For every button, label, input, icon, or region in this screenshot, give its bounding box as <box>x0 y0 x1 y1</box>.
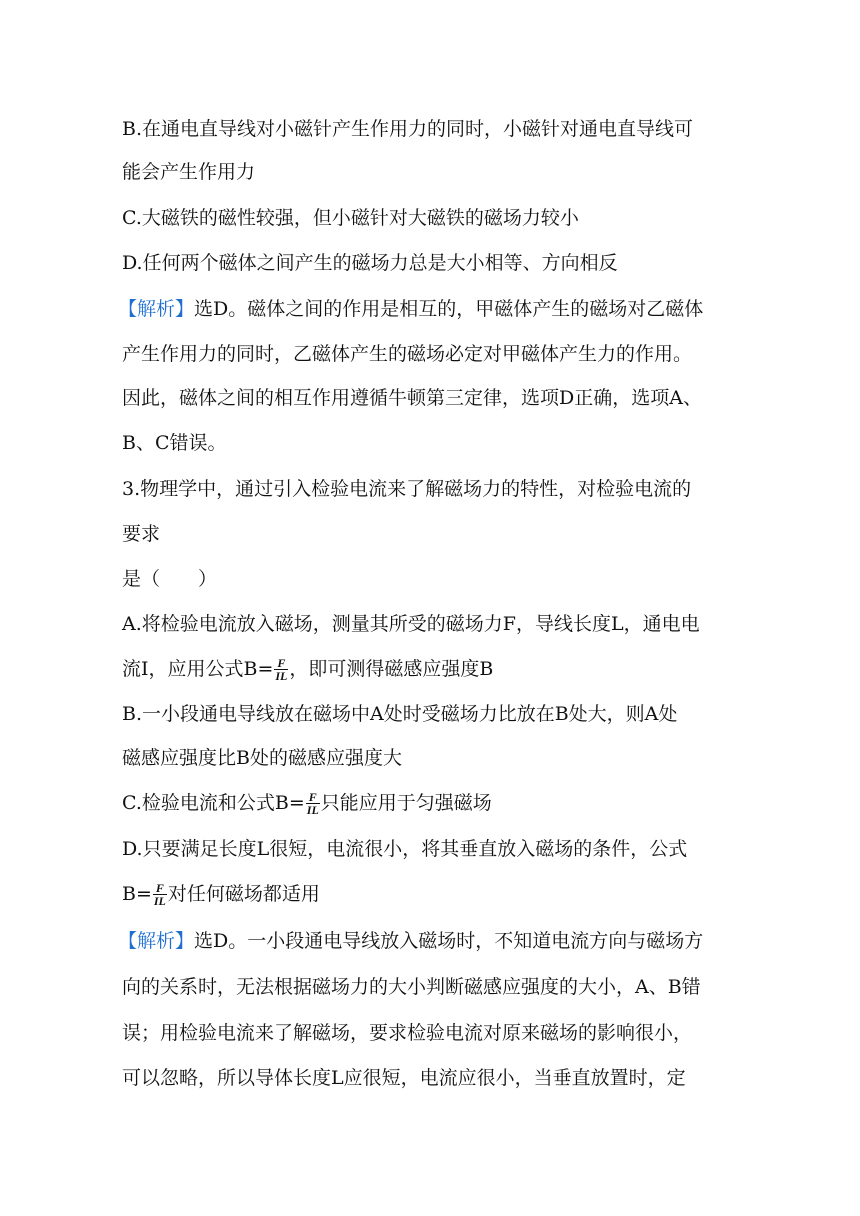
option-a-line-2 <box>122 657 493 681</box>
analysis-2-text: 选D。一小段通电导线放入磁场时，不知道电流方向与磁场方 <box>194 930 704 952</box>
formula-f-over-il <box>274 657 288 682</box>
option-d2-line-2 <box>122 882 320 906</box>
analysis-1-line-3: 因此，磁体之间的相互作用遵循牛顿第三定律，选项D正确，选项A、 <box>122 387 702 409</box>
question-3-stem-2: 要求 <box>122 523 161 545</box>
option-c2-line <box>122 791 492 815</box>
option-b2-line-2: 磁感应强度比B处的磁感应强度大 <box>122 747 402 769</box>
analysis-2-line-1 <box>118 929 703 953</box>
option-d2-line-1: D.只要满足长度L很短，电流很小，将其垂直放入磁场的条件，公式 <box>122 838 688 860</box>
formula-numerator: F <box>306 791 320 804</box>
formula-denominator: IL <box>275 668 288 683</box>
formula-numerator: F <box>274 657 288 670</box>
question-3-stem-1: 3.物理学中，通过引入检验电流来了解磁场力的特性，对检验电流的 <box>122 478 692 500</box>
analysis-1-line-4: B、C错误。 <box>122 432 227 454</box>
formula-denominator: IL <box>153 893 166 908</box>
analysis-tag: 【解析】 <box>118 298 195 320</box>
option-c2-prefix: C.检验电流和公式B= <box>122 792 305 814</box>
formula-f-over-il <box>153 882 167 907</box>
question-3-stem-3: 是（ ） <box>122 568 218 590</box>
analysis-2-line-3: 误；用检验电流来了解磁场，要求检验电流对原来磁场的影响很小， <box>122 1022 693 1044</box>
analysis-1-line-2: 产生作用力的同时，乙磁体产生的磁场必定对甲磁体产生力的作用。 <box>122 343 693 365</box>
option-c-line: C.大磁铁的磁性较强，但小磁针对大磁铁的磁场力较小 <box>122 207 579 229</box>
option-d-line: D.任何两个磁体之间产生的磁场力总是大小相等、方向相反 <box>122 252 618 274</box>
option-a-line-1: A.将检验电流放入磁场，测量其所受的磁场力F，导线长度L，通电电 <box>122 613 700 635</box>
formula-numerator: F <box>153 882 167 895</box>
analysis-1-line-1 <box>118 297 703 321</box>
analysis-1-text: 选D。磁体之间的作用是相互的，甲磁体产生的磁场对乙磁体 <box>194 298 704 320</box>
option-b-line-1: B.在通电直导线对小磁针产生作用力的同时，小磁针对通电直导线可 <box>122 118 694 140</box>
formula-f-over-il <box>306 791 320 816</box>
option-b-line-2: 能会产生作用力 <box>122 161 256 183</box>
formula-denominator: IL <box>306 802 319 817</box>
analysis-2-line-2: 向的关系时，无法根据磁场力的大小判断磁感应强度的大小，A、B错 <box>122 976 701 998</box>
option-a-formula-suffix: ，即可测得磁感应强度B <box>289 658 494 680</box>
option-b2-line-1: B.一小段通电导线放在磁场中A处时受磁场力比放在B处大，则A处 <box>122 703 678 725</box>
option-d2-suffix: 对任何磁场都适用 <box>167 883 320 905</box>
analysis-2-line-4: 可以忽略，所以导体长度L应很短，电流应很小，当垂直放置时，定 <box>122 1067 686 1089</box>
option-a-formula-prefix: 流I，应用公式B= <box>122 658 274 680</box>
analysis-tag: 【解析】 <box>118 930 195 952</box>
option-c2-suffix: 只能应用于匀强磁场 <box>320 792 492 814</box>
option-d2-prefix: B= <box>122 883 152 905</box>
